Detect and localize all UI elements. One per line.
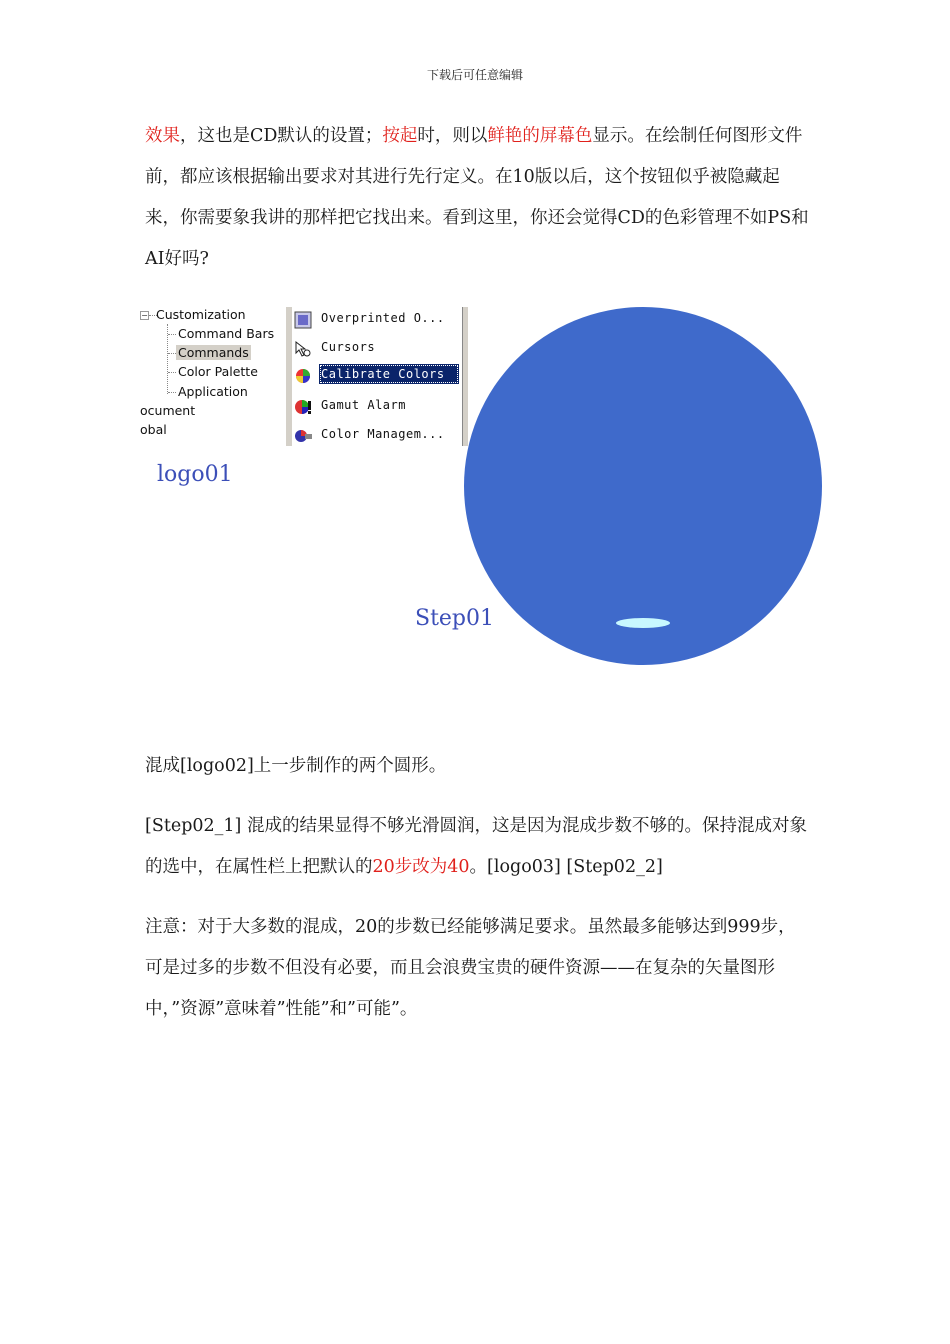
body-text: 显示。在绘制任何图形文件前，都应该根据输出要求对其进行先行定义。在10版以后，这个按钮似乎被隐藏起来，你需要象我讲的那样把它找出来。看到这里，你还会觉得CD的色彩管理不如PS和AI好吗?: [145, 126, 809, 269]
body-text: 时，则以: [417, 126, 488, 146]
gamut-alarm-icon: [294, 398, 312, 416]
command-label: Cursors: [321, 340, 376, 354]
highlight-ellipse: [616, 618, 670, 628]
tree-item-global[interactable]: obal: [140, 422, 167, 437]
command-calibrate-colors[interactable]: [294, 363, 462, 389]
tree-item-commands[interactable]: Commands: [178, 345, 249, 360]
command-overprinted[interactable]: [294, 307, 462, 333]
command-color-management[interactable]: [294, 423, 462, 446]
highlight-text: 20步改为40: [372, 857, 470, 877]
paragraph-blend: [145, 746, 810, 787]
overprint-icon: [294, 311, 312, 329]
customization-tree: [140, 305, 280, 445]
tree-connector: [168, 334, 176, 335]
command-label: Color Managem...: [321, 427, 445, 441]
list-gutter: [286, 307, 292, 446]
cursors-icon: [294, 340, 312, 358]
tree-item-document[interactable]: ocument: [140, 403, 196, 418]
highlight-text: 效果: [145, 126, 180, 146]
tree-item-application[interactable]: Application: [178, 384, 248, 399]
color-management-icon: [294, 427, 312, 445]
tree-item-color-palette[interactable]: Color Palette: [178, 364, 258, 379]
collapse-icon[interactable]: −: [141, 311, 148, 320]
step-caption: Step01: [415, 606, 495, 631]
blue-circle: [464, 307, 822, 665]
body-text: 。[logo03] [Step02_2]: [469, 857, 663, 877]
logo-caption: logo01: [157, 462, 233, 487]
intro-paragraph: [145, 116, 810, 280]
sphere-illustration: [460, 305, 830, 675]
tree-item-customization[interactable]: Customization: [156, 307, 246, 322]
tree-connector: [168, 392, 176, 393]
highlight-text: 鲜艳的屏幕色: [487, 126, 593, 146]
page-header: 下载后可任意编辑: [426, 68, 523, 82]
body-text: 注意：对于大多数的混成，20的步数已经能够满足要求。虽然最多能够达到999步，可是过多的步数不但没有必要，而且会浪费宝贵的硬件资源——在复杂的矢量图形中，”资源”意味着”性能”和”可能”。: [145, 917, 796, 1019]
command-label: Overprinted O...: [321, 311, 445, 325]
highlight-text: 按起: [382, 126, 418, 146]
paragraph-steps: [145, 806, 810, 888]
body-text: ，这也是CD默认的设置；: [180, 126, 383, 146]
calibrate-colors-icon: [294, 367, 312, 385]
paragraph-note: [145, 907, 810, 1030]
body-text: 混成[logo02]上一步制作的两个圆形。: [145, 756, 447, 776]
command-label: Calibrate Colors: [319, 364, 459, 384]
body-text: [Step02_1] 混成的结果显得不够光滑圆润，这是因为混成步数不够的。保持混成对象的选中，在属性栏上把默认的: [145, 816, 807, 877]
command-gamut-alarm[interactable]: [294, 394, 462, 420]
command-label: Gamut Alarm: [321, 398, 406, 412]
tree-item-command-bars[interactable]: Command Bars: [178, 326, 275, 341]
commands-list: [286, 307, 468, 446]
tree-connector: [168, 353, 176, 354]
command-cursors[interactable]: [294, 336, 462, 362]
tree-connector: [168, 372, 176, 373]
